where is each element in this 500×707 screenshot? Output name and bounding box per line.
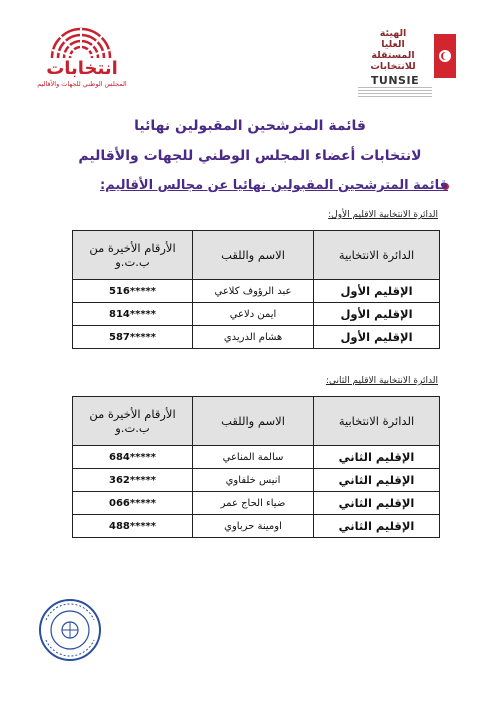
- header-name: الاسم واللقب: [193, 397, 314, 446]
- isie-line-1: الهيئة: [379, 28, 407, 39]
- cell-digits: 684*****: [73, 446, 193, 469]
- section-label-region-1: الدائرة الانتخابية الاقليم الأول:: [328, 210, 438, 220]
- cell-region: الإقليم الثاني: [314, 492, 440, 515]
- cell-name: ضياء الحاج عمر: [193, 492, 314, 515]
- table-row: [73, 303, 440, 326]
- bullet-heading: قائمة المترشحين المقبولين نهائيا عن مجالس الأقاليم:: [99, 178, 448, 193]
- table-row: [73, 326, 440, 349]
- cell-name: ايمن دلاعي: [193, 303, 314, 326]
- table-header-row: [73, 231, 440, 280]
- cell-name: هشام الدريدي: [193, 326, 314, 349]
- arc-emblem-icon: [22, 20, 140, 60]
- cell-region: الإقليم الثاني: [314, 515, 440, 538]
- isie-acronym: TUNSIE: [370, 74, 420, 87]
- intikhabat-logo: [22, 20, 140, 90]
- cell-region: الإقليم الأول: [314, 303, 440, 326]
- isie-line-4: للانتخابات: [370, 61, 416, 72]
- cell-digits: 516*****: [73, 280, 193, 303]
- official-stamp-icon: [38, 598, 102, 662]
- header-digits: الأرقام الأخيرة من ب.ت.و: [73, 397, 193, 446]
- cell-name: عبد الرؤوف كلاعي: [193, 280, 314, 303]
- cell-region: الإقليم الأول: [314, 280, 440, 303]
- header-name: الاسم واللقب: [193, 231, 314, 280]
- header-region: الدائرة الانتخابية: [314, 397, 440, 446]
- header-digits: الأرقام الأخيرة من ب.ت.و: [73, 231, 193, 280]
- logo-subtitle: المجلس الوطني للجهات والأقاليم: [37, 80, 127, 88]
- cell-digits: 362*****: [73, 469, 193, 492]
- tunisia-flag-icon: [434, 34, 456, 78]
- cell-region: الإقليم الثاني: [314, 446, 440, 469]
- isie-fine-print: [358, 87, 432, 97]
- cell-digits: 814*****: [73, 303, 193, 326]
- isie-logo: [348, 20, 468, 100]
- cell-name: سالمة المناعي: [193, 446, 314, 469]
- isie-line-3: المستقلة: [371, 50, 415, 61]
- isie-line-2: العليا: [381, 39, 405, 50]
- table-row: [73, 515, 440, 538]
- cell-digits: 488*****: [73, 515, 193, 538]
- cell-digits: 066*****: [73, 492, 193, 515]
- table-row: [73, 280, 440, 303]
- cell-digits: 587*****: [73, 326, 193, 349]
- cell-name: اومينة حرباوي: [193, 515, 314, 538]
- logo-word: انتخابات: [46, 58, 118, 79]
- candidates-table-region-1: [72, 230, 440, 349]
- page-title: قائمة المترشحين المقبولين نهائيا: [134, 118, 366, 134]
- table-row: [73, 492, 440, 515]
- table-row: [73, 446, 440, 469]
- page-subtitle: لانتخابات أعضاء المجلس الوطني للجهات والأقاليم: [78, 148, 422, 164]
- cell-name: انيس خلفاوي: [193, 469, 314, 492]
- header-region: الدائرة الانتخابية: [314, 231, 440, 280]
- table-row: [73, 469, 440, 492]
- cell-region: الإقليم الأول: [314, 326, 440, 349]
- table-header-row: [73, 397, 440, 446]
- section-label-region-2: الدائرة الانتخابية الاقليم الثاني:: [325, 376, 438, 386]
- candidates-table-region-2: [72, 396, 440, 538]
- cell-region: الإقليم الثاني: [314, 469, 440, 492]
